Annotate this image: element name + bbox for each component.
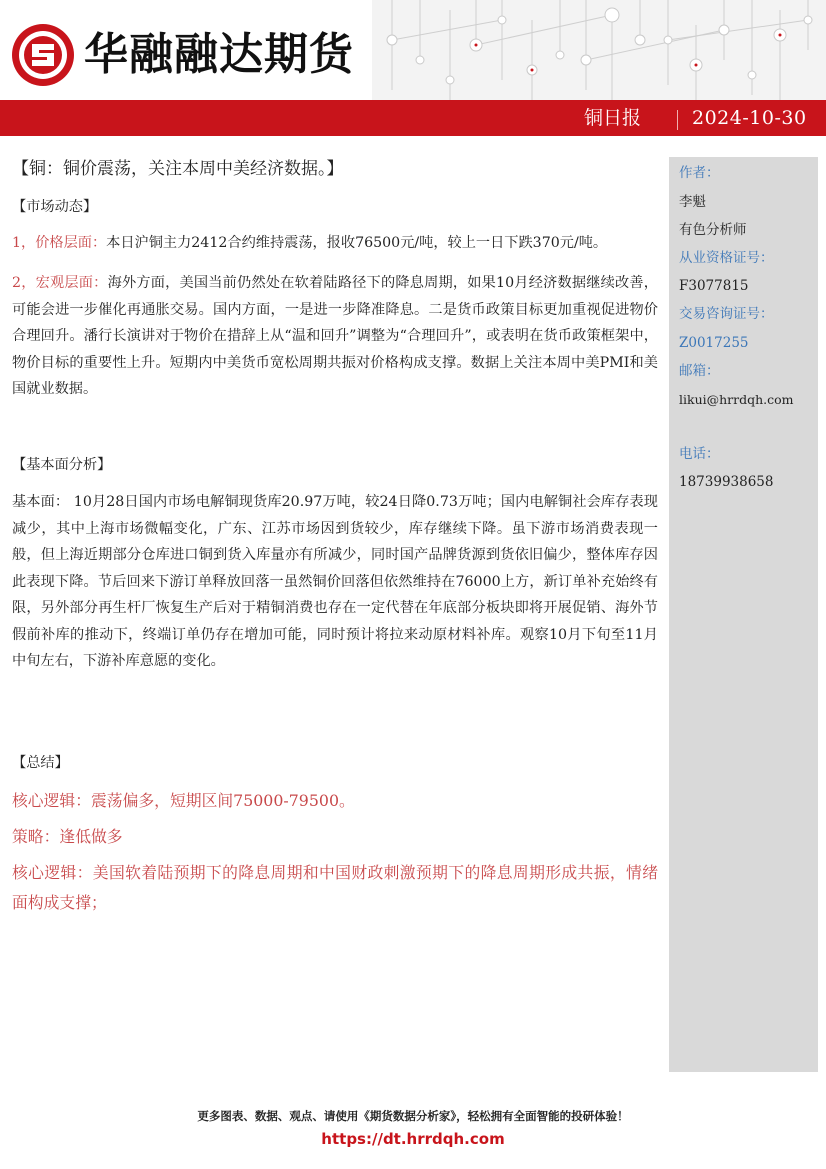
phone-number: 18739938658 (679, 474, 774, 490)
market-section-heading: 【市场动态】 (12, 199, 98, 215)
email-label: 邮箱： (679, 363, 720, 379)
author-label: 作者： (679, 165, 720, 181)
brand-name: 华融融达期货 (84, 29, 354, 80)
price-paragraph (12, 230, 658, 257)
macro-paragraph (12, 270, 658, 403)
qualification-number: F3077815 (679, 278, 749, 294)
report-title: 铜日报 (584, 107, 642, 129)
phone-label: 电话： (679, 446, 720, 462)
core-logic-2: 核心逻辑：美国软着陆预期下的降息周期和中国财政刺激预期下的降息周期形成共振，情绪面构成支撑； (12, 863, 658, 912)
fundamental-paragraph: 基本面： 10月28日国内市场电解铜现货库20.97万吨，较24日降0.73万吨；国内电解铜社会库存表现减少，其中上海市场微幅变化，广东、江苏市场因到货较少，库存继续下降。虽下游市场消费表现一般，但上海近期部分仓库进口铜到货入库量亦有所减少，同时国产品牌货源到货依旧偏少，整体库存因此表现下降。节后回来下游订单释放回落一虽然铜价回落但依然维持在76000上方，新订单补充始终有限，另外部分再生杆厂恢复生产后对于精铜消费也存在一定代替在年底部分板块即将开展促销、海外节假前补库的推动下，终端订单仍存在增加可能，同时预计将拉来动原材料补库。观察10月下旬至11月中旬左右，下游补库意愿的变化。 (12, 494, 658, 669)
author-sidebar (669, 157, 818, 1072)
header-decoration (372, 0, 826, 100)
consult-number: Z0017255 (679, 335, 749, 351)
email-address[interactable]: likui@hrrdqh.com (679, 392, 794, 407)
macro-label: 2，宏观层面： (12, 275, 108, 291)
author-title: 有色分析师 (679, 222, 747, 238)
qualification-label: 从业资格证号： (679, 250, 774, 266)
core-logic-1: 核心逻辑：震荡偏多，短期区间75000-79500。 (12, 791, 355, 810)
price-text: 本日沪铜主力2412合约维持震荡，报收76500元/吨，较上一日下跌370元/吨。 (106, 235, 608, 251)
report-date: 2024-10-30 (692, 107, 807, 129)
macro-text: 海外方面，美国当前仍然处在软着陆路径下的降息周期，如果10月经济数据继续改善，可能会进一步催化再通胀交易。国内方面，一是进一步降准降息。二是货币政策目标更加重视促进物价合理回升。潘行长演讲对于物价在措辞上从“温和回升”调整为“合理回升”，或表明在货币政策框架中，物价目标的重要性上升。短期内中美货币宽松周期共振对价格构成支撑。数据上关注本周中美PMI和美国就业数据。 (12, 275, 658, 397)
network-decoration-icon (372, 0, 826, 100)
author-name: 李魁 (679, 194, 706, 210)
price-label: 1，价格层面： (12, 235, 107, 251)
article-title: 【铜：铜价震荡，关注本周中美经济数据。】 (12, 159, 344, 179)
fundamental-section-heading: 【基本面分析】 (12, 457, 112, 473)
summary-section-heading: 【总结】 (12, 755, 69, 771)
strategy-line: 策略：逢低做多 (12, 827, 123, 846)
consult-label: 交易咨询证号： (679, 306, 774, 322)
title-divider (677, 110, 678, 130)
report-header (0, 0, 826, 136)
company-logo-icon (10, 22, 76, 88)
footer-note: 更多图表、数据、观点、请使用《期货数据分析家》，轻松拥有全面智能的投研体验！ (197, 1109, 629, 1123)
logo-area (0, 0, 372, 100)
footer-link[interactable]: https://dt.hrrdqh.com (321, 1130, 505, 1148)
